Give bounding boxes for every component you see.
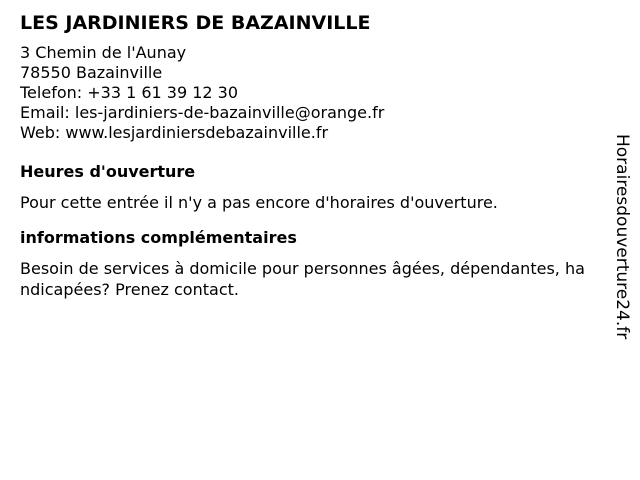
opening-hours-text: Pour cette entrée il n'y a pas encore d'horaires d'ouverture.	[20, 193, 498, 212]
address-block	[20, 43, 592, 143]
email-line: Email: les-jardiniers-de-bazainville@orange.fr	[20, 103, 385, 122]
phone-line: Telefon: +33 1 61 39 12 30	[20, 83, 239, 102]
web-line: Web: www.lesjardiniersdebazainville.fr	[20, 123, 329, 142]
site-watermark-text: Horairesdouverture24.fr	[612, 134, 632, 340]
additional-info-heading: informations complémentaires	[20, 228, 297, 247]
business-name: LES JARDINIERS DE BAZAINVILLE	[20, 12, 371, 34]
business-card	[20, 11, 592, 300]
street-address: 3 Chemin de l'Aunay	[20, 43, 187, 62]
opening-hours-heading: Heures d'ouverture	[20, 162, 196, 181]
city-address: 78550 Bazainville	[20, 63, 163, 82]
opening-hours-section	[20, 162, 592, 213]
site-watermark	[611, 134, 633, 344]
additional-info-text: Besoin de services à domicile pour personnes âgées, dépendantes, handicapées? Prenez contact.	[20, 259, 585, 299]
additional-info-section	[20, 228, 592, 300]
